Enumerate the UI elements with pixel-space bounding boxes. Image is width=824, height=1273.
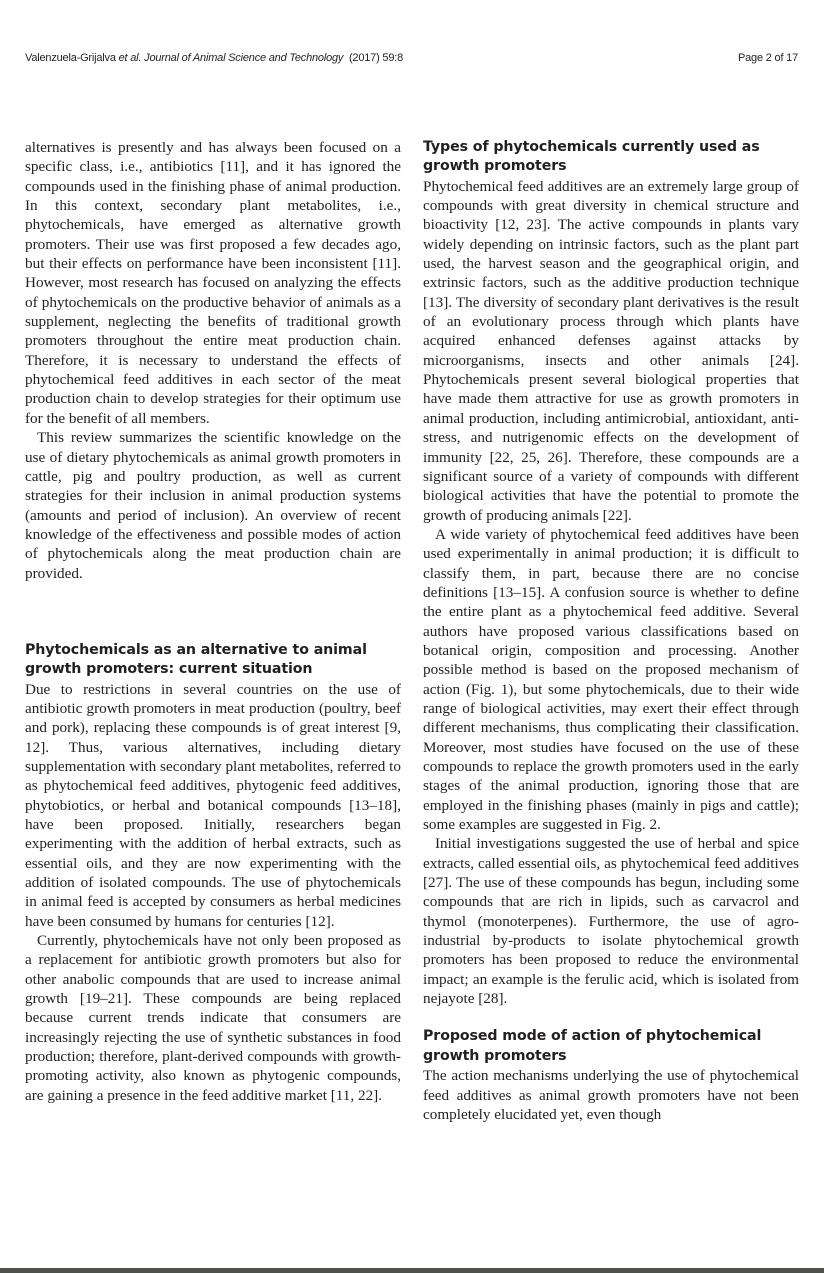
page-number: Page 2 of 17: [738, 52, 798, 64]
et-al: et al.: [118, 52, 142, 64]
authors: Valenzuela-Grijalva: [25, 52, 116, 64]
section-spacer: [423, 1008, 799, 1027]
citation-line: [25, 52, 403, 64]
journal-name: Journal of Animal Science and Technology: [144, 52, 344, 64]
paragraph-wide-variety: A wide variety of phytochemical feed additives have been used experimentally in animal production; it is difficult to classify them, in part, because there are no concise definitions [13–15]. A confusion source is whether to define the entire plant as a phytochemical feed additive. Several authors have proposed various classifications based on botanical origin, composition and processing. Another possible method is based on the proposed mechanism of action (Fig. 1), but some phytochemicals, due to their wide range of biological activities, may exert their effect through different mechanisms, thus complicating their classification. Moreover, most studies have focused on the use of these compounds to replace the growth promoters used in the early stages of the animal production, ignoring those that are employed in the finishing phases (mainly in pigs and cattle); some examples are suggested in Fig. 2.: [423, 525, 799, 834]
right-column: [423, 138, 799, 1124]
section-spacer: [25, 583, 401, 641]
paragraph-review-summary: This review summarizes the scientific knowledge on the use of dietary phytochemicals as animal growth promoters in cattle, pig and poultry production, as well as current strategies for their inclusion in animal production systems (amounts and period of inclusion). An overview of recent knowledge of the effectiveness and possible modes of action of phytochemicals along the meat production chain are provided.: [25, 429, 401, 582]
paragraph-intro-continued: alternatives is presently and has always been focused on a specific class, i.e., antibiotics [11], and it has ignored the compounds used in the finishing phase of animal production. In this context, secondary plant metabolites, i.e., phytochemicals, have emerged as alternative growth promoters. Their use was first proposed a few decades ago, but their effects on performance have been inconsistent [11]. However, most research has focused on analyzing the effects of phytochemicals on the productive behavior of animals as a supplement, neglecting the benefits of traditional growth promoters throughout the entire meat production chain. Therefore, it is necessary to understand the effects of phytochemical feed additives in each sector of the meat production chain to develop strategies for their optimum use for the benefit of all members.: [25, 139, 401, 427]
paragraph-initial-investigations: Initial investigations suggested the use of herbal and spice extracts, called essential oils, as phytochemical feed additives [27]. The use of these compounds has begun, including some compounds that are rich in lipids, such as carvacrol and thymol (monoterpenes). Furthermore, the use of agro-industrial by-products to isolate phytochemical growth promoters has been proposed to reduce the environmental impact; an example is the ferulic acid, which is isolated from nejayote [28].: [423, 835, 799, 1008]
volume-citation: (2017) 59:8: [348, 52, 404, 64]
section-heading-mode-of-action: Proposed mode of action of phytochemical growth promoters: [423, 1028, 762, 1064]
paragraph-restrictions: Due to restrictions in several countries on the use of antibiotic growth promoters in meat production (poultry, beef and pork), replacing these compounds is of great interest [9, 12]. Thus, various alternatives, including dietary supplementation with secondary plant metabolites, referred to as phytochemical feed additives, phytogenic feed additives, phytobiotics, or herbal and botanical compounds [13–18], have been proposed. Initially, researchers began experimenting with the addition of herbal extracts, such as essential oils, and they are now experimenting with the addition of isolated compounds. The use of phytochemicals in animal feed is accepted by consumers as herbal medicines have been consumed by humans for centuries [12].: [25, 680, 401, 930]
section-heading-types: Types of phytochemicals currently used as growth promoters: [423, 139, 760, 175]
paragraph-currently: Currently, phytochemicals have not only been proposed as a replacement for antibiotic growth promoters but also for other anabolic compounds that are used to increase animal growth [19–21]. These compounds are being replaced because current trends indicate that consumers are increasingly rejecting the use of synthetic substances in food production; therefore, plant-derived compounds with growth-promoting activity, also known as phytogenic compounds, are gaining a presence in the feed additive market [11, 22].: [25, 932, 401, 1104]
paragraph-feed-additives: Phytochemical feed additives are an extremely large group of compounds with great diversity in chemical structure and bioactivity [12, 23]. The active compounds in plants vary widely depending on intrinsic factors, such as the plant part used, the harvest season and the geographical origin, and extrinsic factors, such as the additive production technique [13]. The diversity of secondary plant derivatives is the result of an evolutionary process through which plants have acquired enhanced defenses against attacks by microorganisms, insects and other animals [24]. Phytochemicals present several biological properties that have made them attractive for use as growth promoters in animal production, including antimicrobial, antioxidant, anti-stress, and nutrigenomic effects on the development of immunity [22, 25, 26]. Therefore, these compounds are a significant source of a variety of compounds with different biological activities that have the potential to promote the growth of producing animals [22].: [423, 177, 799, 524]
left-column: [25, 138, 401, 1105]
section-heading-current-situation: Phytochemicals as an alternative to animal growth promoters: current situation: [25, 641, 367, 678]
running-head: [25, 52, 798, 68]
paragraph-action-mechanisms: The action mechanisms underlying the use of phytochemical feed additives as animal growth promoters have not been completely elucidated yet, even though: [423, 1067, 799, 1123]
viewer-bottom-bar: [0, 1268, 824, 1273]
